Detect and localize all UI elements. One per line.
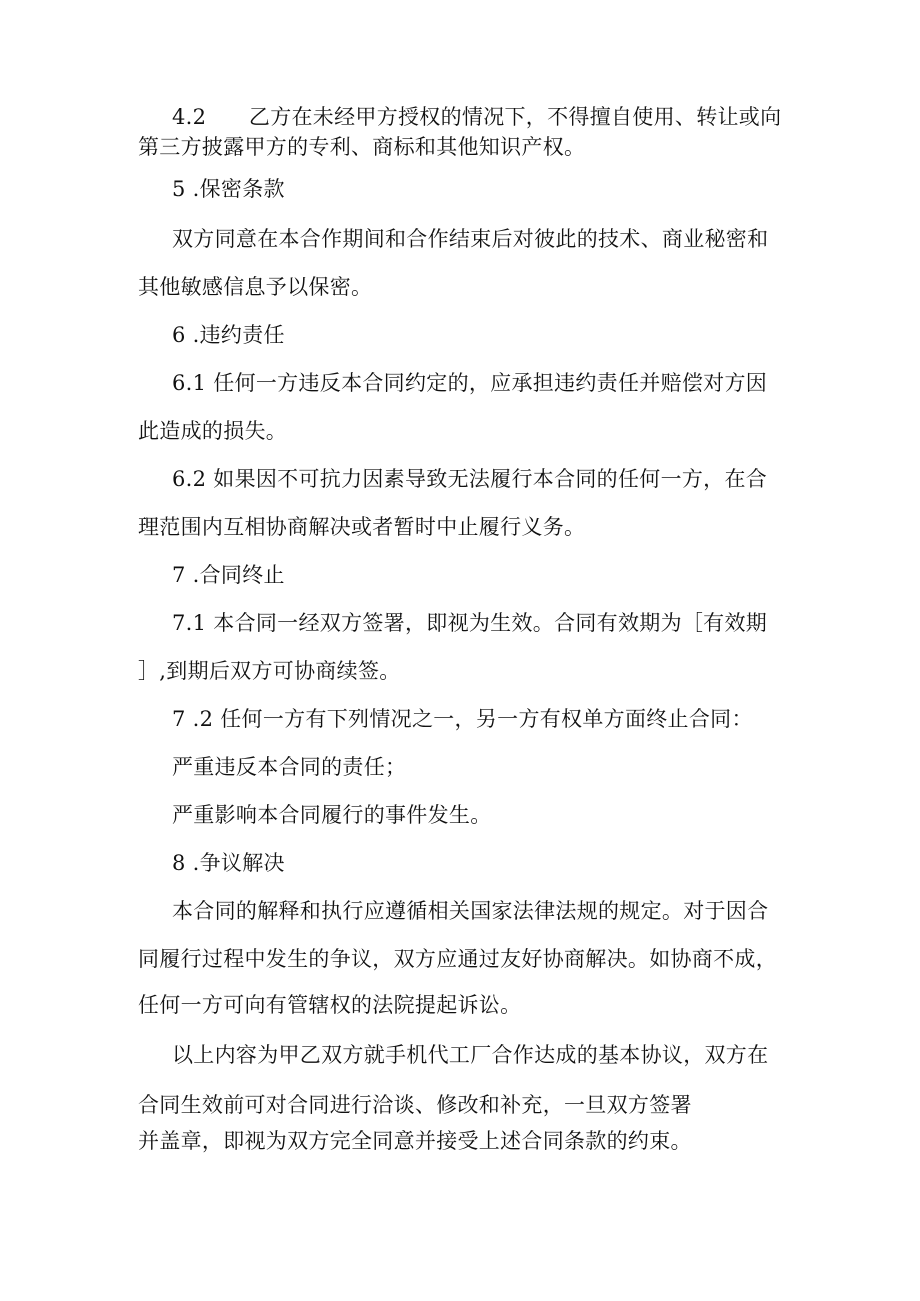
clause-7-2-line: 7 .2 任何一方有下列情况之一，另一方有权单方面终止合同： <box>172 707 753 731</box>
clause-6-1-line-2: 此造成的损失。 <box>138 419 288 443</box>
clause-7-2-item-1: 严重违反本合同的责任； <box>172 755 407 779</box>
section-5-paragraph-line-2: 其他敏感信息予以保密。 <box>138 275 373 299</box>
closing-paragraph-line-1: 以上内容为甲乙双方就手机代工厂合作达成的基本协议，双方在 <box>172 1043 769 1067</box>
clause-4-2-line-1: 4.2 乙方在未经甲方授权的情况下，不得擅自使用、转让或向 <box>172 105 782 129</box>
section-8-paragraph-line-1: 本合同的解释和执行应遵循相关国家法律法规的规定。对于因合 <box>172 899 769 923</box>
clause-7-1-line-2: ］,到期后双方可协商续签。 <box>138 659 401 683</box>
closing-paragraph-line-2: 合同生效前可对合同进行洽谈、修改和补充，一旦双方签署 <box>138 1093 692 1117</box>
clause-6-2-line-1: 6.2 如果因不可抗力因素导致无法履行本合同的任何一方，在合 <box>172 467 768 491</box>
section-8-heading: 8 .争议解决 <box>172 851 285 875</box>
clause-6-1-line-1: 6.1 任何一方违反本合同约定的，应承担违约责任并赔偿对方因 <box>172 371 768 395</box>
clause-6-2-line-2: 理范围内互相协商解决或者暂时中止履行义务。 <box>138 515 586 539</box>
clause-7-2-item-2: 严重影响本合同履行的事件发生。 <box>172 803 492 827</box>
section-5-paragraph-line-1: 双方同意在本合作期间和合作结束后对彼此的技术、商业秘密和 <box>172 227 769 251</box>
section-8-paragraph-line-2: 同履行过程中发生的争议，双方应通过友好协商解决。如协商不成， <box>138 947 777 971</box>
clause-4-2-line-2: 第三方披露甲方的专利、商标和其他知识产权。 <box>138 135 586 159</box>
section-7-heading: 7 .合同终止 <box>172 563 285 587</box>
section-6-heading: 6 .违约责任 <box>172 323 285 347</box>
closing-paragraph-line-3: 并盖章，即视为双方完全同意并接受上述合同条款的约束。 <box>138 1129 692 1153</box>
section-5-heading: 5 .保密条款 <box>172 177 285 201</box>
section-8-paragraph-line-3: 任何一方可向有管辖权的法院提起诉讼。 <box>138 993 522 1017</box>
clause-7-1-line-1: 7.1 本合同一经双方签署，即视为生效。合同有效期为［有效期 <box>172 611 768 635</box>
